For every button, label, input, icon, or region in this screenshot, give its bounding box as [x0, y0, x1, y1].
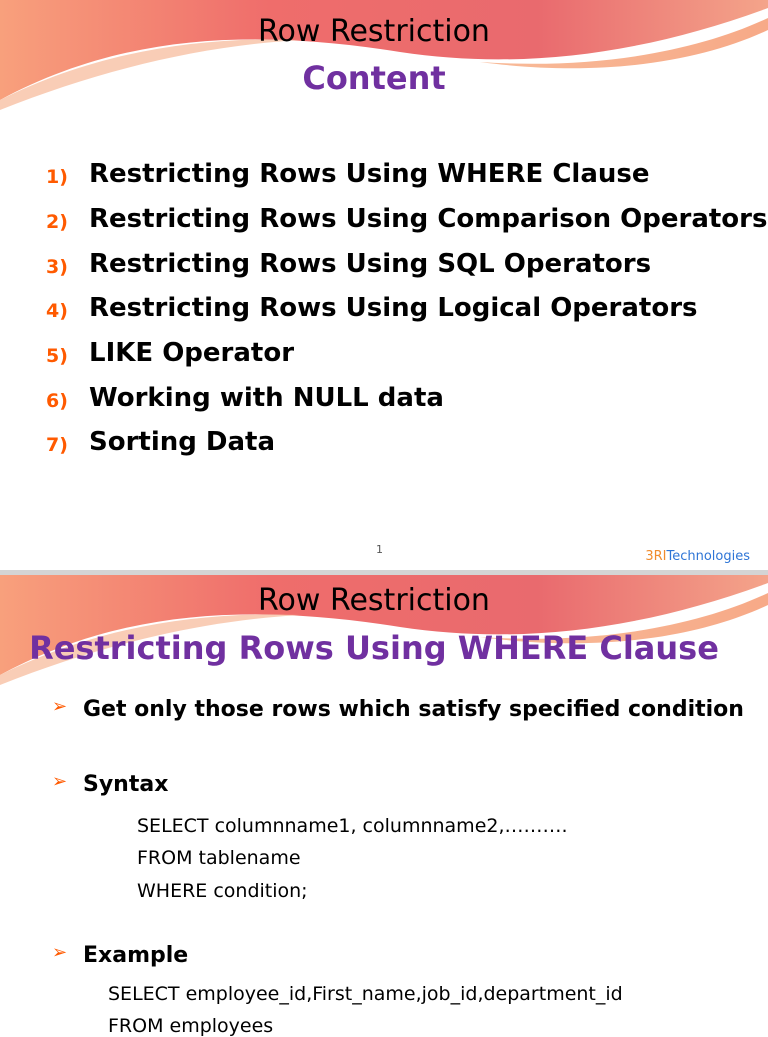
list-item	[46, 152, 767, 197]
item-number: 1)	[46, 166, 68, 189]
list-item	[46, 286, 767, 331]
arrow-bullet-icon: ➢	[52, 696, 68, 717]
slide-title: Row Restriction	[258, 14, 490, 49]
item-text: Restricting Rows Using SQL Operators	[89, 248, 652, 279]
item-number: 3)	[46, 255, 68, 278]
item-text: Restricting Rows Using WHERE Clause	[89, 159, 650, 190]
item-text: LIKE Operator	[89, 338, 295, 369]
arrow-bullet-icon: ➢	[52, 942, 68, 963]
item-number: 6)	[46, 389, 68, 412]
bullet-item	[52, 943, 188, 968]
brand-logo	[645, 549, 750, 564]
item-number: 5)	[46, 345, 68, 368]
slide-2	[0, 575, 768, 1037]
slide-title: Row Restriction	[258, 583, 490, 618]
bullet-item	[52, 697, 744, 722]
item-text: Restricting Rows Using Logical Operators	[89, 293, 698, 324]
bullet-text: Get only those rows which satisfy specified condition	[83, 697, 744, 722]
item-number: 2)	[46, 211, 68, 234]
item-text: Working with NULL data	[89, 382, 444, 413]
example-line: FROM employees	[108, 1015, 274, 1037]
content-list	[46, 152, 767, 465]
bullet-text: Syntax	[83, 772, 169, 797]
slide-subtitle: Content	[302, 59, 446, 97]
syntax-line: FROM tablename	[137, 847, 301, 869]
bullet-item	[52, 772, 168, 797]
list-item	[46, 375, 767, 420]
bullet-text: Example	[83, 943, 189, 968]
list-item	[46, 420, 767, 465]
arrow-bullet-icon: ➢	[52, 771, 68, 792]
example-line: SELECT employee_id,First_name,job_id,department_id	[108, 983, 623, 1005]
page-number: 1	[376, 543, 383, 556]
slide-subtitle: Restricting Rows Using WHERE Clause	[29, 629, 719, 667]
syntax-line: WHERE condition;	[137, 880, 308, 902]
item-text: Restricting Rows Using Comparison Operators	[89, 204, 768, 235]
brand-name: Technologies	[666, 549, 750, 564]
item-number: 7)	[46, 434, 68, 457]
list-item	[46, 197, 767, 242]
syntax-line: SELECT columnname1, columnname2,……….	[137, 815, 568, 837]
list-item	[46, 331, 767, 376]
list-item	[46, 241, 767, 286]
brand-prefix: 3RI	[645, 549, 667, 564]
item-number: 4)	[46, 300, 68, 323]
item-text: Sorting Data	[89, 427, 276, 458]
